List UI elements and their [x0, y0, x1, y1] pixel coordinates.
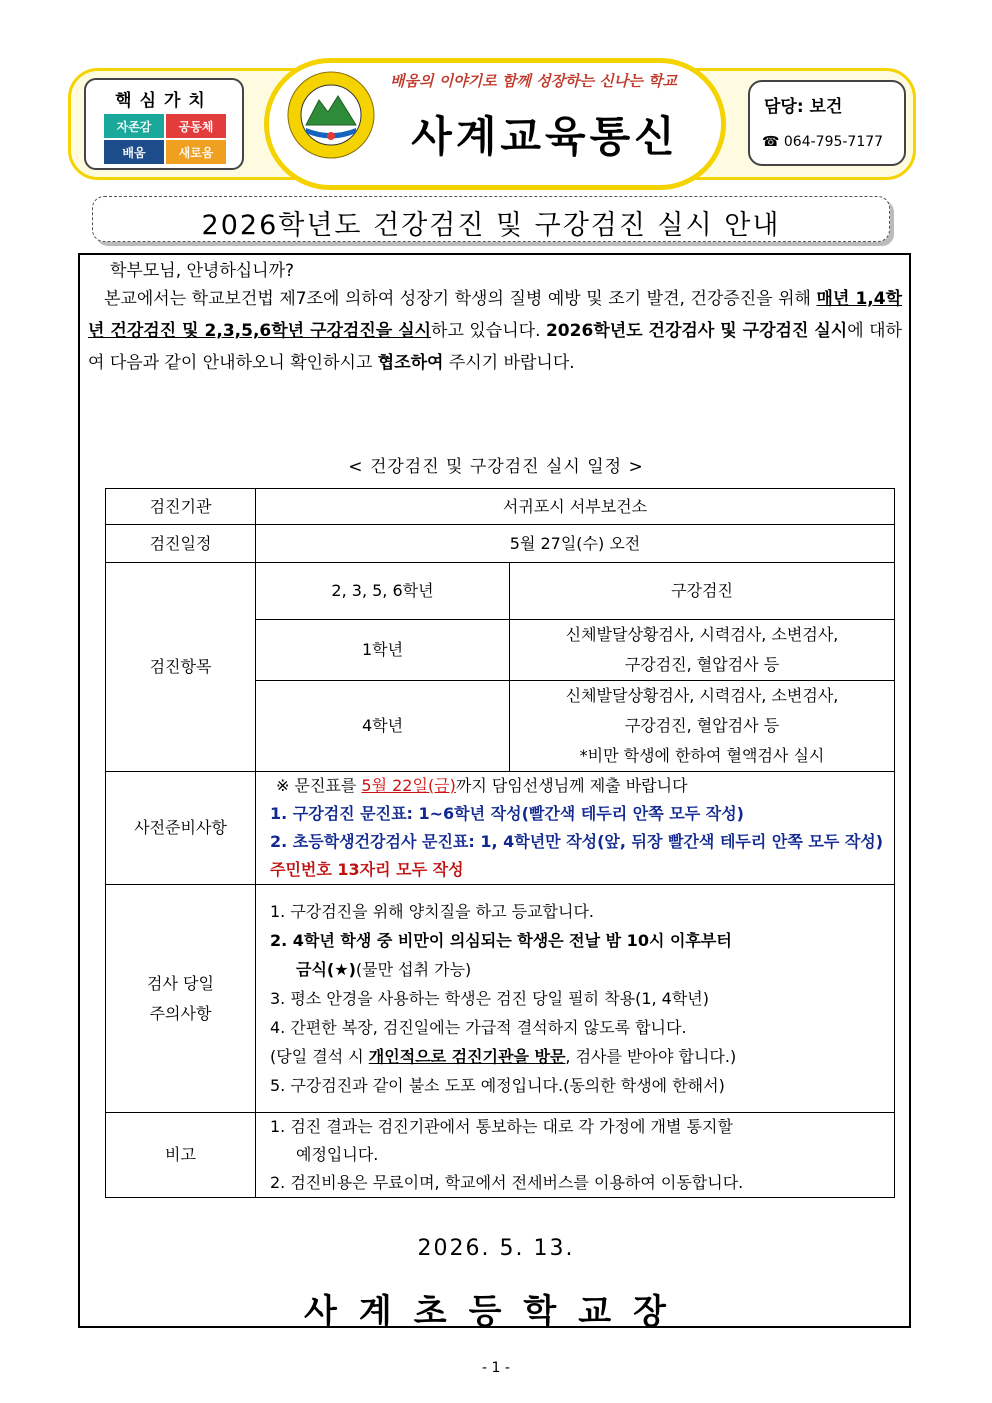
caution-text: (당일 결석 시 [270, 1047, 369, 1066]
caution-line: 2. 4학년 학생 중 비만이 의심되는 학생은 전날 밤 10시 이후부터 [270, 931, 732, 950]
caution-line: 1. 구강검진을 위해 양치질을 하고 등교합니다. [270, 902, 594, 921]
items-cell [510, 620, 895, 681]
grade-cell: 2, 3, 5, 6학년 [256, 563, 510, 620]
intro-text: 주시기 바랍니다. [443, 353, 575, 373]
table-row [106, 489, 895, 525]
caution-line [270, 955, 888, 984]
prep-line: 1. 구강검진 문진표: 1~6학년 작성(빨간색 테두리 안쪽 모두 작성) [270, 804, 744, 823]
table-row [106, 525, 895, 563]
remarks-label: 비고 [106, 1113, 256, 1198]
remarks-line: 2. 검진비용은 무료이며, 학교에서 전세버스를 이용하여 이동합니다. [270, 1173, 744, 1192]
prep-cell [256, 772, 895, 885]
signer: 사계초등학교장 [304, 1292, 688, 1332]
core-values-title: 핵심가치 [115, 91, 213, 111]
date-label: 검진일정 [106, 525, 256, 563]
prep-text: 2. 초등학생건강검사 문진표: 1, 4학년만 작성(앞, 뒤장 빨간색 테두리 안쪽 모두 작성) [270, 832, 884, 851]
agency-value: 서귀포시 서부보건소 [256, 489, 895, 525]
page-number: - 1 - [482, 1360, 510, 1376]
items-line: 구강검진, 혈압검사 등 [624, 655, 780, 674]
remarks-line: 1. 검진 결과는 검진기관에서 통보하는 대로 각 가정에 개별 통지할 [270, 1117, 733, 1136]
agency-label: 검진기관 [106, 489, 256, 525]
caution-line: 4. 간편한 복장, 검진일에는 가급적 결석하지 않도록 합니다. [270, 1018, 687, 1037]
caution-text: , 검사를 받아야 합니다.) [565, 1047, 737, 1066]
core-values-box [84, 78, 244, 170]
school-logo-icon [286, 70, 376, 160]
issue-date: 2026. 5. 13. [417, 1236, 575, 1261]
prep-text: 까지 담임선생님께 제출 바랍니다 [455, 776, 688, 795]
caution-label [106, 885, 256, 1113]
intro-bold: 2026학년도 건강검사 및 구강검진 실시 [545, 321, 848, 341]
prep-warning: 주민번호 13자리 모두 작성 [270, 860, 464, 879]
intro-text: 하고 있습니다. [431, 321, 546, 341]
table-row [106, 772, 895, 885]
caution-label-line: 검사 당일 [147, 973, 214, 993]
caution-label-line: 주의사항 [149, 1003, 212, 1023]
table-row [106, 563, 895, 620]
items-cell [510, 681, 895, 772]
items-cell: 구강검진 [510, 563, 895, 620]
caution-text: (물만 섭취 가능) [355, 960, 472, 979]
remarks-cell [256, 1113, 895, 1198]
items-label: 검진항목 [106, 563, 256, 772]
intro-highlight: 매년 1,4학년 건강검진 및 2,3,5,6학년 구강검진을 실시 [88, 289, 902, 341]
prep-line [270, 828, 888, 884]
items-line: 구강검진, 혈압검사 등 [624, 716, 780, 735]
prep-label: 사전준비사항 [106, 772, 256, 885]
intro-bold: 협조하여 [377, 353, 444, 373]
schedule-heading: < 건강검진 및 구강검진 실시 일정 > [348, 457, 644, 477]
caution-highlight: 개인적으로 검진기관을 방문 [368, 1047, 566, 1066]
items-line: 신체발달상황검사, 시력검사, 소변검사, [565, 625, 839, 644]
intro-text: 에 대하여 다음과 같이 안내하오니 확인하시고 [88, 321, 902, 373]
items-line: 신체발달상황검사, 시력검사, 소변검사, [565, 686, 839, 705]
intro-text: 본교에서는 학교보건법 제7조에 의하여 성장기 학생의 질병 예방 및 조기 발견, 건강증진을 위해 [104, 289, 817, 309]
contact-phone: ☎ 064-795-7177 [762, 134, 884, 150]
value-badge: 공동체 [166, 114, 226, 138]
contact-department: 담당: 보건 [764, 97, 843, 117]
greeting-text: 학부모님, 안녕하십니까? [110, 261, 295, 281]
grade-cell: 4학년 [256, 681, 510, 772]
intro-paragraph [88, 283, 902, 379]
prep-deadline: 5월 22일(금) [361, 776, 456, 795]
caution-text: 금식(★) [296, 960, 356, 979]
newsletter-title: 사계교육통신 [411, 112, 679, 161]
caution-line: 5. 구강검진과 같이 불소 도포 예정입니다.(동의한 학생에 한해서) [270, 1076, 725, 1095]
school-slogan: 배움의 이야기로 함께 성장하는 신나는 학교 [390, 72, 677, 90]
prep-line [270, 772, 888, 800]
value-badge: 배움 [104, 140, 164, 164]
notice-title: 2026학년도 건강검진 및 구강검진 실시 안내 [201, 210, 781, 241]
table-row [106, 885, 895, 1113]
grade-cell: 1학년 [256, 620, 510, 681]
caution-line: 3. 평소 안경을 사용하는 학생은 검진 당일 필히 착용(1, 4학년) [270, 989, 710, 1008]
schedule-table [105, 488, 895, 1198]
caution-cell [256, 885, 895, 1113]
caution-line [270, 1042, 888, 1071]
value-badge: 자존감 [104, 114, 164, 138]
date-value: 5월 27일(수) 오전 [256, 525, 895, 563]
notice-title-box [92, 196, 890, 242]
contact-box [748, 80, 906, 166]
value-badge: 새로움 [166, 140, 226, 164]
core-values-grid [104, 114, 226, 164]
remarks-line: 예정입니다. [296, 1145, 379, 1164]
items-line: *비만 학생에 한하여 혈액검사 실시 [579, 746, 825, 765]
table-row [106, 1113, 895, 1198]
prep-text: ※ 문진표를 [276, 776, 362, 795]
